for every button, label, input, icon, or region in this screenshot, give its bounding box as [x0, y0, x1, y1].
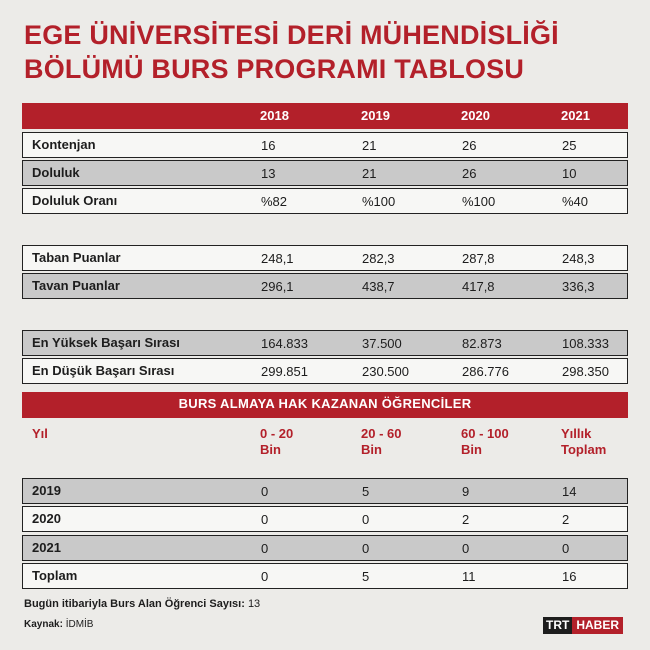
stat-row-tavan-puanlar: [22, 273, 628, 299]
footer-source-value: İDMİB: [65, 619, 94, 630]
scholarship-header: [22, 420, 628, 472]
stat-value: 417,8: [462, 279, 495, 294]
trt-haber-logo: [543, 617, 623, 634]
scholarship-value: 5: [362, 484, 370, 499]
stat-label: En Yüksek Başarı Sırası: [32, 335, 180, 350]
year-header-2019: 2019: [361, 108, 390, 123]
stat-row-doluluk: [22, 160, 628, 186]
scholarship-row-label: 2021: [32, 540, 61, 555]
header-line: 0 - 20: [260, 426, 294, 441]
scholarship-row-2020: [22, 506, 628, 532]
stat-label: Doluluk Oranı: [32, 193, 118, 208]
logo-part-trt: TRT: [543, 617, 572, 634]
header-line: Yıllık: [561, 426, 592, 441]
footer-source: [24, 619, 93, 630]
footer-count-value: 13: [247, 598, 261, 610]
scholarship-value: 5: [362, 569, 370, 584]
stat-value: %100: [462, 194, 496, 209]
stat-value: 286.776: [462, 364, 509, 379]
scholarship-value: 16: [562, 569, 577, 584]
stat-label: En Düşük Başarı Sırası: [32, 363, 175, 378]
stat-row-en-yuksek-basari-sirasi: [22, 330, 628, 356]
stat-value: 16: [261, 138, 276, 153]
stat-value: 296,1: [261, 279, 294, 294]
header-yillik-toplam: [561, 426, 606, 458]
stat-label: Kontenjan: [32, 137, 96, 152]
stat-value: 25: [562, 138, 577, 153]
footer-count: [24, 598, 260, 610]
stat-value: 248,3: [562, 251, 595, 266]
scholarship-value: 0: [261, 569, 269, 584]
header-20-60-bin: [361, 426, 401, 458]
stat-value: %82: [261, 194, 288, 209]
stat-label: Doluluk: [32, 165, 80, 180]
scholarship-value: 0: [261, 541, 269, 556]
scholarship-row-toplam: [22, 563, 628, 589]
year-header-2021: 2021: [561, 108, 590, 123]
header-line: Bin: [260, 442, 281, 457]
year-header-2020: 2020: [461, 108, 490, 123]
stat-value: 13: [261, 166, 276, 181]
header-line: Toplam: [561, 442, 607, 457]
scholarship-value: 14: [562, 484, 577, 499]
title-line-2: BÖLÜMÜ BURS PROGRAMI TABLOSU: [24, 54, 525, 84]
stat-label: Tavan Puanlar: [32, 278, 120, 293]
stat-value: 82.873: [462, 336, 502, 351]
stat-value: 108.333: [562, 336, 609, 351]
logo-part-haber: HABER: [572, 617, 623, 634]
scholarship-value: 0: [562, 541, 570, 556]
header-line: Bin: [461, 442, 482, 457]
header-line: Bin: [361, 442, 382, 457]
scholarship-value: 2: [562, 512, 570, 527]
stat-value: 298.350: [562, 364, 609, 379]
scholarship-value: 0: [362, 512, 370, 527]
stat-value: 299.851: [261, 364, 308, 379]
stat-value: 438,7: [362, 279, 395, 294]
scholarship-row-label: 2019: [32, 483, 61, 498]
page-title: [24, 18, 624, 86]
scholarship-value: 11: [462, 569, 476, 584]
stat-value: 336,3: [562, 279, 595, 294]
stat-value: 21: [362, 138, 377, 153]
stat-value: 10: [562, 166, 577, 181]
stat-value: %40: [562, 194, 589, 209]
stat-value: 37.500: [362, 336, 402, 351]
footer-source-label: Kaynak:: [24, 619, 63, 630]
header-60-100-bin: [461, 426, 509, 458]
stat-value: 248,1: [261, 251, 294, 266]
stat-label: Taban Puanlar: [32, 250, 121, 265]
scholarship-row-2019: [22, 478, 628, 504]
stat-value: 26: [462, 166, 477, 181]
scholarship-row-label: 2020: [32, 511, 61, 526]
footer-count-label: Bugün itibariyla Burs Alan Öğrenci Sayısı:: [24, 598, 245, 610]
stat-value: 26: [462, 138, 477, 153]
scholarship-value: 0: [261, 512, 269, 527]
scholarship-value: 0: [362, 541, 370, 556]
header-line: 20 - 60: [361, 426, 402, 441]
scholarship-banner-text: BURS ALMAYA HAK KAZANAN ÖĞRENCİLER: [178, 396, 472, 411]
scholarship-banner: [22, 392, 628, 418]
stat-value: 164.833: [261, 336, 308, 351]
year-header-band: [22, 103, 628, 129]
title-line-1: EGE ÜNİVERSİTESİ DERİ MÜHENDİSLİĞİ: [24, 20, 559, 50]
stat-row-taban-puanlar: [22, 245, 628, 271]
header-year: Yıl: [32, 426, 48, 441]
stat-value: 230.500: [362, 364, 409, 379]
scholarship-value: 9: [462, 484, 470, 499]
stat-row-doluluk-orani: [22, 188, 628, 214]
header-0-20-bin: [260, 426, 293, 458]
stat-value: 287,8: [462, 251, 495, 266]
year-header-2018: 2018: [260, 108, 289, 123]
scholarship-value: 2: [462, 512, 470, 527]
scholarship-value: 0: [261, 484, 269, 499]
header-line: 60 - 100: [461, 426, 509, 441]
scholarship-row-label: Toplam: [32, 568, 78, 583]
scholarship-row-2021: [22, 535, 628, 561]
stat-row-kontenjan: [22, 132, 628, 158]
stat-value: 21: [362, 166, 377, 181]
stat-row-en-dusuk-basari-sirasi: [22, 358, 628, 384]
stat-value: %100: [362, 194, 396, 209]
scholarship-value: 0: [462, 541, 470, 556]
stat-value: 282,3: [362, 251, 395, 266]
